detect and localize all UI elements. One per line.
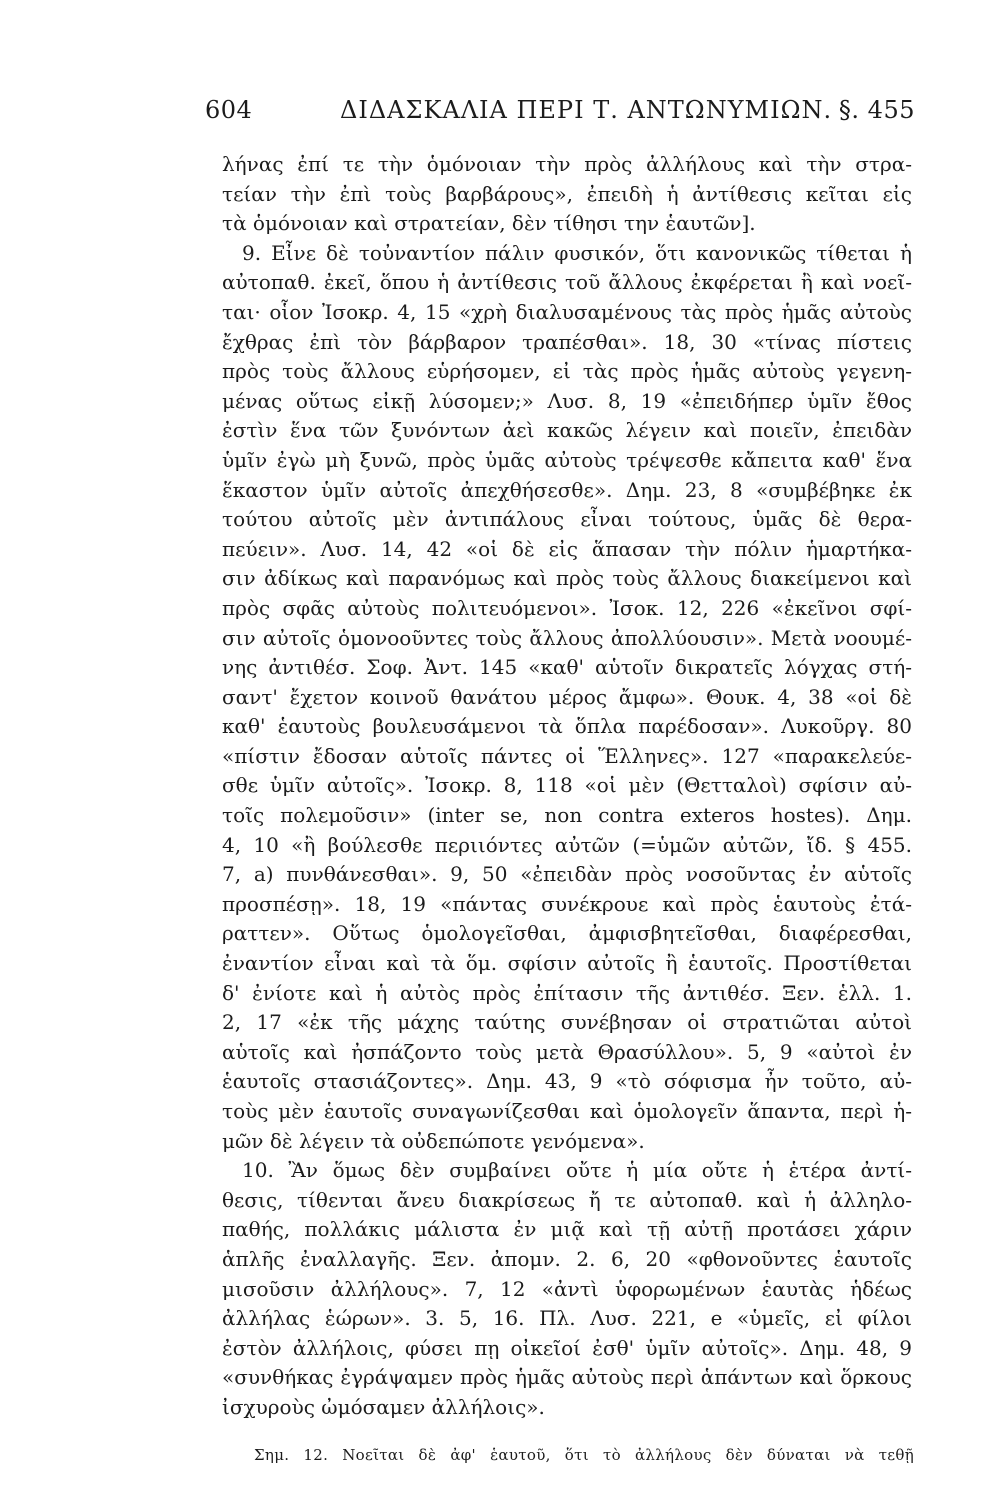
text-line: ται· οἷον Ἰσοκρ. 4, 15 «χρὴ διαλυσαμένους τὰς πρὸς ἡμᾶς αὐτοὺς — [222, 299, 912, 324]
text-line: ἕκαστον ὑμῖν αὐτοῖς ἀπεχθήσεσθε». Δημ. 23, 8 «συμβέβηκε ἐκ — [222, 477, 912, 502]
text-line: πρὸς σφᾶς αὐτοὺς πολιτευόμενοι». Ἰσοκ. 12, 226 «ἐκεῖνοι σφί- — [222, 595, 912, 620]
text-line: 4, 10 «ἢ βούλεσθε περιιόντες αὐτῶν (=ὑμῶν αὐτῶν, ἴδ. § 455. — [222, 832, 912, 857]
text-line: τείαν τὴν ἐπὶ τοὺς βαρβάρους», ἐπειδὴ ἡ ἀντίθεσις κεῖται εἰς — [222, 181, 912, 206]
text-line: νης ἀντιθέσ. Σοφ. Ἀντ. 145 «καθ' αὑτοῖν δικρατεῖς λόγχας στή- — [222, 655, 912, 680]
text-line: προσπέσῃ». 18, 19 «πάντας συνέκρουε καὶ πρὸς ἑαυτοὺς ἐτά- — [222, 891, 912, 916]
text-line: δ' ἐνίοτε καὶ ἡ αὐτὸς πρὸς ἐπίτασιν τῆς ἀντιθέσ. Ξεν. ἑλλ. 1. — [222, 980, 912, 1005]
footnote: Σημ. 12. Νοεῖται δὲ ἀφ' ἑαυτοῦ, ὅτι τὸ ἀλλήλους δὲν δύναται νὰ τεθῇ — [254, 1446, 914, 1464]
running-header — [205, 96, 915, 136]
text-line: ἐστὸν ἀλλήλοις, φύσει πῃ οἰκεῖοί ἐσθ' ὑμῖν αὐτοῖς». Δημ. 48, 9 — [222, 1335, 912, 1360]
text-line: ὑμῖν ἐγὼ μὴ ξυνῶ, πρὸς ὑμᾶς αὐτοὺς τρέψεσθε κἄπειτα καθ' ἕνα — [222, 447, 912, 472]
text-line: αὑτοῖς καὶ ἠσπάζοντο τοὺς μετὰ Θρασύλλου». 5, 9 «αὐτοὶ ἐν — [222, 1039, 912, 1064]
text-line: σιν αὐτοῖς ὁμονοοῦντες τοὺς ἄλλους ἀπολλύουσιν». Μετὰ νοουμέ- — [222, 625, 912, 650]
text-line: λήνας ἐπί τε τὴν ὁμόνοιαν τὴν πρὸς ἀλλήλους καὶ τὴν στρα- — [222, 152, 912, 176]
text-line: ἐστὶν ἕνα τῶν ξυνόντων ἀεὶ κακῶς λέγειν καὶ ποιεῖν, ἐπειδὰν — [222, 418, 912, 443]
text-line: τοῖς πολεμοῦσιν» (inter se, non contra exteros hostes). Δημ. — [222, 803, 912, 828]
text-line: τούτου αὐτοῖς μὲν ἀντιπάλους εἶναι τούτους, ὑμᾶς δὲ θερα- — [222, 507, 912, 532]
text-line: ἔχθρας ἐπὶ τὸν βάρβαρον τραπέσθαι». 18, 30 «τίνας πίστεις — [222, 329, 912, 354]
text-line: σθε ὑμῖν αὐτοῖς». Ἰσοκρ. 8, 118 «οἱ μὲν (Θετταλοὶ) σφίσιν αὐ- — [222, 773, 912, 798]
text-line: παθής, πολλάκις μάλιστα ἐν μιᾷ καὶ τῇ αὐτῇ προτάσει χάριν — [222, 1217, 912, 1242]
text-line: καθ' ἑαυτοὺς βουλευσάμενοι τὰ ὅπλα παρέδοσαν». Λυκοῦργ. 80 — [222, 714, 912, 739]
page-number: 604 — [205, 96, 253, 124]
text-line: «συνθήκας ἐγράψαμεν πρὸς ἡμᾶς αὐτοὺς περὶ ἁπάντων καὶ ὅρκους — [222, 1365, 912, 1390]
text-line: πεύειν». Λυσ. 14, 42 «οἱ δὲ εἰς ἅπασαν τὴν πόλιν ἡμαρτήκα- — [222, 536, 912, 561]
text-line: σαντ' ἔχετον κοινοῦ θανάτου μέρος ἄμφω». Θουκ. 4, 38 «οἱ δὲ — [222, 684, 912, 709]
text-line: σιν ἀδίκως καὶ παρανόμως καὶ πρὸς τοὺς ἄλλους διακείμενοι καὶ — [222, 566, 912, 591]
text-line: μισοῦσιν ἀλλήλους». 7, 12 «ἀντὶ ὑφορωμένων ἑαυτὰς ἡδέως — [222, 1276, 912, 1301]
text-line: ἑαυτοῖς στασιάζοντες». Δημ. 43, 9 «τὸ σόφισμα ἦν τοῦτο, αὐ- — [222, 1069, 912, 1094]
text-line: πρὸς τοὺς ἄλλους εὑρήσομεν, εἰ τὰς πρὸς ἡμᾶς αὐτοὺς γεγενη- — [222, 359, 912, 384]
text-line: «πίστιν ἔδοσαν αὑτοῖς πάντες οἱ Ἕλληνες». 127 «παρακελεύε- — [222, 743, 912, 768]
text-line: μένας οὕτως εἰκῇ λύσομεν;» Λυσ. 8, 19 «ἐπειδήπερ ὑμῖν ἔθος — [222, 388, 912, 413]
paragraph-start-line: 10. Ἂν ὅμως δὲν συμβαίνει οὔτε ἡ μία οὔτε ἡ ἑτέρα ἀντί- — [242, 1158, 912, 1183]
text-line: ἰσχυροὺς ὠμόσαμεν ἀλλήλοις». — [222, 1394, 545, 1419]
text-line: 2, 17 «ἐκ τῆς μάχης ταύτης συνέβησαν οἱ στρατιῶται αὐτοὶ — [222, 1010, 912, 1035]
text-line: θεσις, τίθενται ἄνευ διακρίσεως ἤ τε αὐτοπαθ. καὶ ἡ ἀλληλο- — [222, 1187, 912, 1212]
running-title: ΔΙΔΑΣΚΑΛΙΑ ΠΕΡΙ Τ. ΑΝΤΩΝΥΜΙΩΝ. — [340, 96, 833, 124]
text-line: 7, a) πυνθάνεσθαι». 9, 50 «ἐπειδὰν πρὸς νοσοῦντας ἐν αὑτοῖς — [222, 862, 912, 887]
section-number: §. 455 — [838, 96, 915, 124]
paragraph-start-line: 9. Εἶνε δὲ τοὐναντίον πάλιν φυσικόν, ὅτι κανονικῶς τίθεται ἡ — [242, 240, 912, 265]
text-line: τὰ ὁμόνοιαν καὶ στρατείαν, δὲν τίθησι την ἑαυτῶν]. — [222, 211, 756, 236]
text-line: μῶν δὲ λέγειν τὰ οὐδεπώποτε γενόμενα». — [222, 1128, 645, 1153]
text-line: ἀλλήλας ἑώρων». 3. 5, 16. Πλ. Λυσ. 221, e «ὑμεῖς, εἰ φίλοι — [222, 1306, 912, 1331]
text-line: ἐναντίον εἶναι καὶ τὰ ὅμ. σφίσιν αὐτοῖς ἢ ἑαυτοῖς. Προστίθεται — [222, 951, 912, 976]
text-line: τοὺς μὲν ἑαυτοῖς συναγωνίζεσθαι καὶ ὁμολογεῖν ἅπαντα, περὶ ἡ- — [222, 1099, 912, 1123]
text-line: ἁπλῆς ἐναλλαγῆς. Ξεν. ἀπομν. 2. 6, 20 «φθονοῦντες ἑαυτοῖς — [222, 1246, 912, 1271]
text-line: ραττεν». Οὕτως ὁμολογεῖσθαι, ἀμφισβητεῖσθαι, διαφέρεσθαι, — [222, 921, 912, 946]
text-line: αὐτοπαθ. ἐκεῖ, ὅπου ἡ ἀντίθεσις τοῦ ἄλλους ἐκφέρεται ἢ καὶ νοεῖ- — [222, 270, 912, 295]
body-text — [222, 150, 912, 1423]
